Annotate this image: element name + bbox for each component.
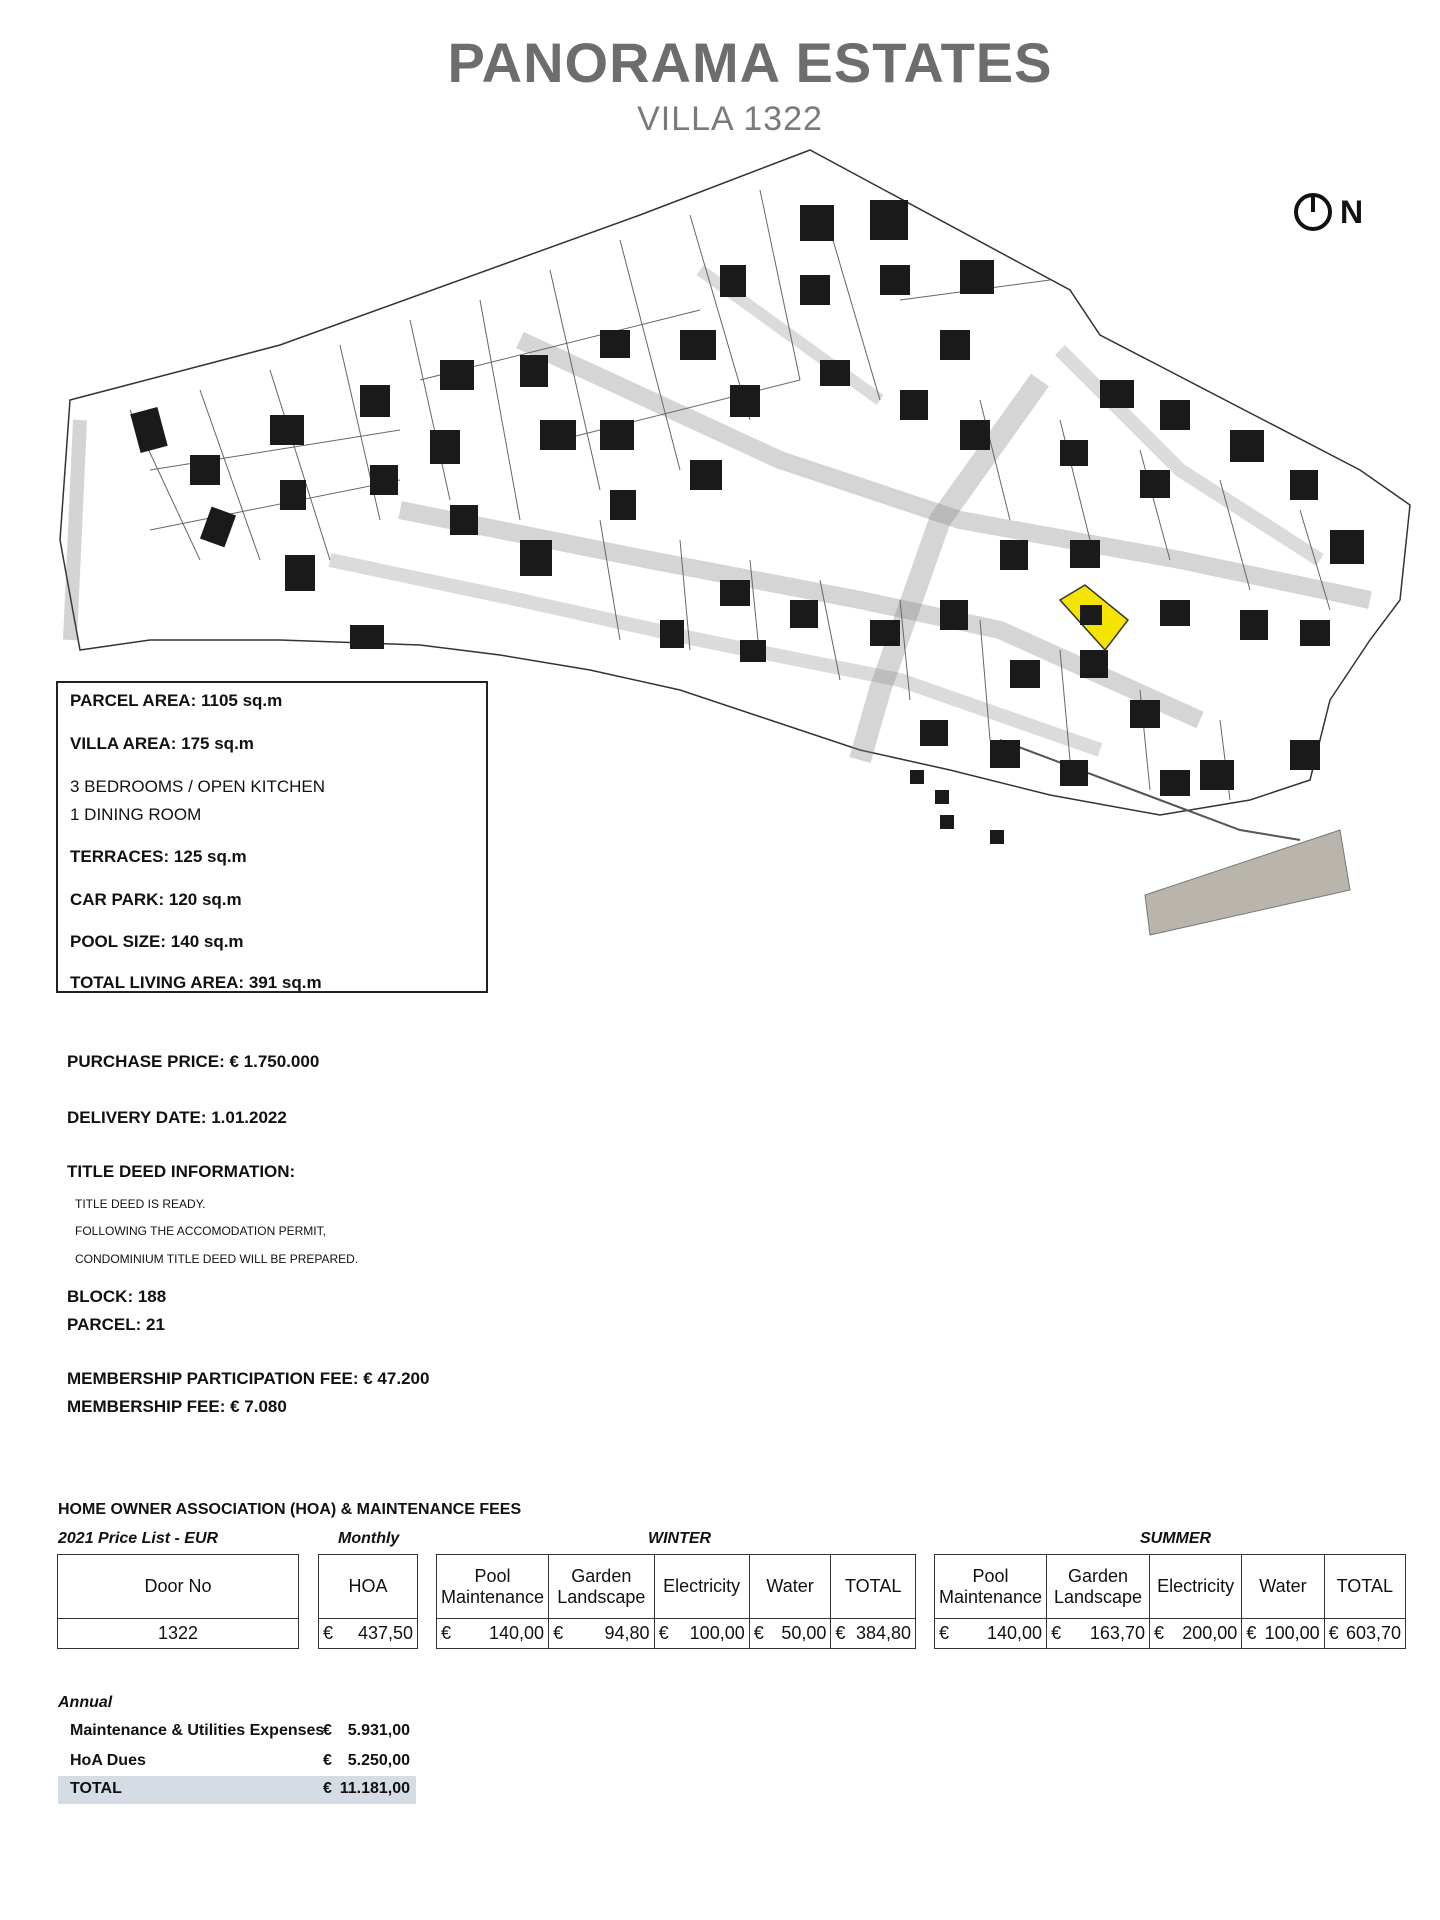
summer-pool-header	[935, 1555, 1047, 1619]
amount: 200,00	[1182, 1623, 1238, 1643]
price-list-label: 2021 Price List - EUR	[58, 1530, 219, 1547]
currency-symbol: €	[441, 1623, 452, 1643]
annual-row-value: 11.181,00	[339, 1780, 410, 1797]
summer-electricity-value	[1149, 1619, 1241, 1649]
terraces-value: 125 sq.m	[173, 847, 247, 866]
hoa-monthly-value	[319, 1619, 418, 1649]
monthly-label: Monthly	[338, 1530, 400, 1547]
summer-water-value	[1242, 1619, 1324, 1649]
summer-fees-table	[934, 1554, 1406, 1649]
parcel-number: PARCEL: 21	[67, 1315, 165, 1334]
currency-symbol: €	[939, 1623, 950, 1643]
parcel-area	[70, 691, 282, 711]
winter-electricity-value	[654, 1619, 749, 1649]
summer-electricity-header: Electricity	[1149, 1555, 1241, 1619]
door-table	[57, 1554, 299, 1649]
paved-lot	[1145, 830, 1350, 935]
winter-electricity-header: Electricity	[654, 1555, 749, 1619]
summer-garden-value	[1047, 1619, 1150, 1649]
annual-row-value: 5.931,00	[347, 1722, 410, 1739]
block-number: BLOCK: 188	[67, 1287, 167, 1306]
delivery-date: DELIVERY DATE: 1.01.2022	[67, 1108, 287, 1127]
car-park-label: CAR PARK:	[70, 890, 165, 909]
hoa-section-title: HOME OWNER ASSOCIATION (HOA) & MAINTENANCE FEES	[58, 1501, 522, 1518]
annual-row-label: HoA Dues	[70, 1752, 146, 1769]
amount: 100,00	[1264, 1623, 1320, 1643]
winter-pool-header-line2: Maintenance	[441, 1586, 545, 1607]
title-deed-line-2: FOLLOWING THE ACCOMODATION PERMIT,	[75, 1224, 326, 1238]
amount: 140,00	[489, 1623, 545, 1643]
rooms-line-1: 3 BEDROOMS / OPEN KITCHEN	[70, 777, 326, 796]
pool-size-label: POOL SIZE:	[70, 932, 167, 951]
annual-row-value: 5.250,00	[347, 1752, 410, 1769]
annual-row-total	[58, 1776, 416, 1804]
winter-pool-header-line1: Pool	[474, 1565, 511, 1586]
annual-row-label: TOTAL	[70, 1780, 122, 1797]
summer-pool-header-line1: Pool	[972, 1565, 1009, 1586]
summer-total-header: TOTAL	[1324, 1555, 1405, 1619]
winter-fees-table	[436, 1554, 916, 1649]
annual-row-hoa-dues	[58, 1748, 416, 1776]
currency-symbol: €	[658, 1623, 669, 1643]
door-no-value: 1322	[58, 1619, 299, 1649]
currency-symbol: €	[1328, 1623, 1339, 1643]
terraces	[70, 847, 247, 867]
winter-total-header: TOTAL	[831, 1555, 916, 1619]
pool-size	[70, 932, 244, 952]
amount: 50,00	[781, 1623, 827, 1643]
hoa-header: HOA	[319, 1555, 418, 1619]
membership-fee: MEMBERSHIP FEE: € 7.080	[67, 1397, 287, 1416]
terraces-label: TERRACES:	[70, 847, 170, 866]
currency-symbol: €	[323, 1722, 332, 1739]
currency-symbol: €	[323, 1752, 332, 1769]
membership-participation-fee: MEMBERSHIP PARTICIPATION FEE: € 47.200	[67, 1369, 430, 1388]
door-no-header: Door No	[58, 1555, 299, 1619]
amount: 384,80	[855, 1623, 911, 1643]
summer-total-value	[1324, 1619, 1405, 1649]
summer-pool-header-line2: Maintenance	[939, 1586, 1043, 1607]
winter-label: WINTER	[648, 1530, 712, 1547]
title-deed-line-1: TITLE DEED IS READY.	[75, 1197, 206, 1211]
hoa-table	[318, 1554, 418, 1649]
annual-row-maintenance	[58, 1718, 416, 1746]
summer-garden-header	[1047, 1555, 1150, 1619]
car-park	[70, 890, 242, 910]
north-label: N	[1340, 194, 1364, 230]
currency-symbol: €	[1246, 1623, 1257, 1643]
currency-symbol: €	[1153, 1623, 1164, 1643]
total-living-label: TOTAL LIVING AREA:	[70, 973, 245, 992]
rooms-line-2: 1 DINING ROOM	[70, 805, 202, 824]
currency-symbol: €	[1051, 1623, 1062, 1643]
winter-garden-header	[549, 1555, 654, 1619]
winter-pool-header	[437, 1555, 549, 1619]
winter-garden-header-line1: Garden	[571, 1565, 632, 1586]
winter-garden-header-line2: Landscape	[557, 1586, 646, 1607]
winter-water-value	[749, 1619, 831, 1649]
title-deed-heading: TITLE DEED INFORMATION:	[67, 1162, 296, 1181]
villa-area	[70, 734, 254, 754]
currency-symbol: €	[835, 1623, 846, 1643]
page-title: PANORAMA ESTATES	[447, 31, 1053, 94]
currency-symbol: €	[553, 1623, 564, 1643]
currency-symbol: €	[753, 1623, 764, 1643]
winter-total-value	[831, 1619, 916, 1649]
annual-heading: Annual	[58, 1694, 113, 1711]
currency-symbol: €	[323, 1780, 332, 1797]
summer-pool-value	[935, 1619, 1047, 1649]
amount: 100,00	[689, 1623, 745, 1643]
amount: 163,70	[1089, 1623, 1145, 1643]
amount: 140,00	[987, 1623, 1043, 1643]
pool-size-value: 140 sq.m	[170, 932, 244, 951]
villa-area-label: VILLA AREA:	[70, 734, 177, 753]
summer-garden-header-line2: Landscape	[1053, 1586, 1143, 1607]
amount: 603,70	[1345, 1623, 1401, 1643]
hoa-amount: 437,50	[357, 1623, 413, 1643]
winter-pool-value	[437, 1619, 549, 1649]
villa-specs-box	[56, 681, 488, 993]
villa-area-value: 175 sq.m	[181, 734, 254, 753]
total-living-area	[70, 973, 322, 993]
summer-label: SUMMER	[1140, 1530, 1212, 1547]
winter-garden-value	[549, 1619, 654, 1649]
purchase-price: PURCHASE PRICE: € 1.750.000	[67, 1052, 320, 1071]
summer-water-header: Water	[1242, 1555, 1324, 1619]
title-deed-line-3: CONDOMINIUM TITLE DEED WILL BE PREPARED.	[75, 1252, 359, 1266]
parcel-area-value: 1105 sq.m	[200, 691, 283, 710]
winter-water-header: Water	[749, 1555, 831, 1619]
car-park-value: 120 sq.m	[168, 890, 242, 909]
summer-garden-header-line1: Garden	[1068, 1565, 1129, 1586]
annual-row-label: Maintenance & Utilities Expenses	[70, 1722, 325, 1739]
currency-symbol: €	[323, 1623, 334, 1643]
villa-subtitle: VILLA 1322	[637, 100, 823, 138]
amount: 94,80	[604, 1623, 650, 1643]
parcel-area-label: PARCEL AREA:	[70, 691, 197, 710]
total-living-value: 391 sq.m	[248, 973, 322, 992]
